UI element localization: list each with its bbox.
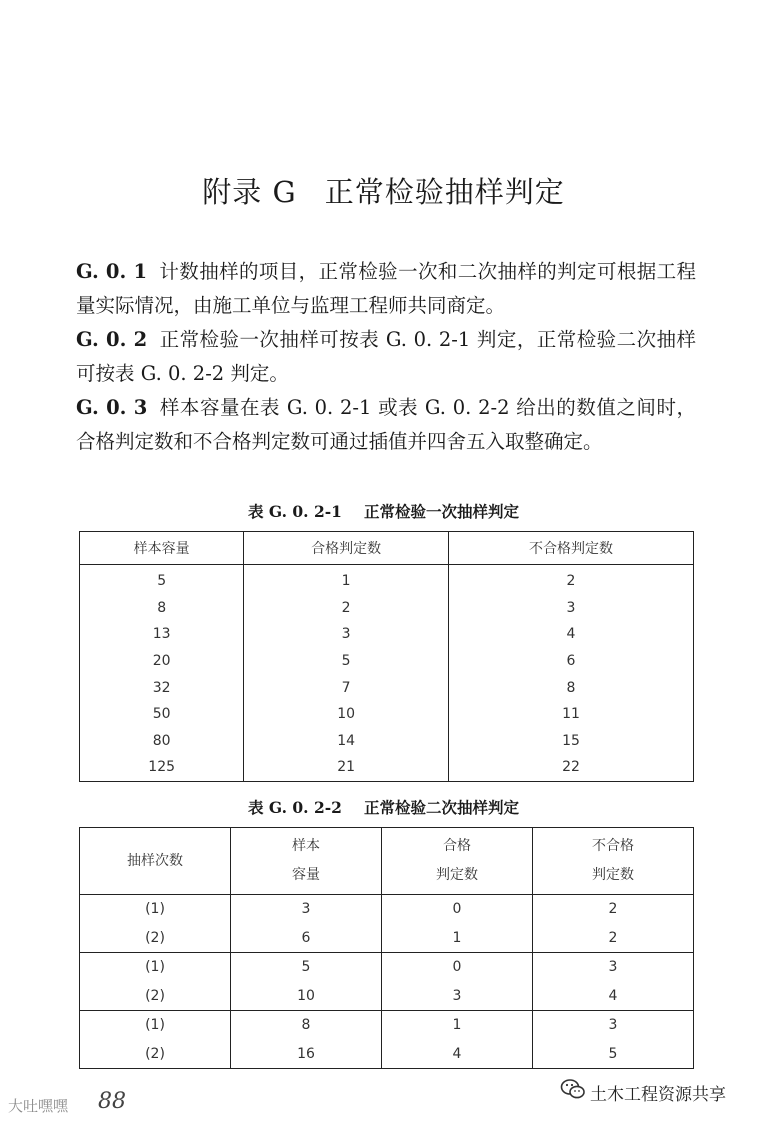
table-row (80, 728, 694, 755)
table-row (80, 1040, 694, 1069)
table-row (80, 674, 694, 701)
cell: 10 (231, 982, 382, 1011)
table2-caption-title: 正常检验二次抽样判定 (363, 798, 519, 817)
table-row (80, 648, 694, 675)
cell: 0 (382, 895, 533, 924)
cell: 50 (152, 706, 171, 723)
header-line: 不合格 (592, 838, 634, 854)
title-text: 正常检验抽样判定 (324, 175, 565, 209)
page-title (0, 170, 767, 211)
cell: (2) (145, 1045, 165, 1062)
clause-text: 样本容量在表 G. 0. 2-1 或表 G. 0. 2-2 给出的数值之间时，合格判定数和不合格判定数可通过插值并四舍五入取整确定。 (76, 396, 697, 453)
cell: 5 (231, 953, 382, 982)
table2-caption-number: 表 G. 0. 2-2 (248, 798, 342, 817)
header-rejection-number: 不合格判定数 (448, 532, 693, 565)
header-acceptance-number (382, 828, 533, 895)
header-line: 判定数 (436, 867, 478, 883)
cell: 2 (533, 924, 694, 953)
table-header-row (80, 532, 694, 565)
cell: 3 (533, 1011, 694, 1040)
header-sampling-stage (80, 828, 231, 895)
cell: 10 (244, 701, 449, 728)
cell: 5 (244, 648, 449, 675)
clause-text: 正常检验一次抽样可按表 G. 0. 2-1 判定，正常检验二次抽样可按表 G. 0. 2-2 判定。 (76, 328, 696, 385)
cell: 8 (231, 1011, 382, 1040)
clause-g-0-3 (76, 391, 696, 459)
clause-text: 计数抽样的项目，正常检验一次和二次抽样的判定可根据工程量实际情况，由施工单位与监理工程师共同商定。 (76, 260, 696, 317)
header-line: 抽样次数 (127, 852, 183, 869)
header-rejection-number (533, 828, 694, 895)
header-line: 容量 (292, 867, 320, 883)
watermark-left (8, 1095, 68, 1116)
cell: 2 (244, 595, 449, 622)
clause-number: G. 0. 1 (76, 260, 148, 283)
table2-caption (0, 796, 767, 818)
table-row (80, 895, 694, 924)
table-row (80, 595, 694, 622)
table1-caption-number: 表 G. 0. 2-1 (248, 502, 342, 521)
watermark-left-text: 大吐嘿嘿 (8, 1097, 69, 1115)
double-sampling-table (79, 827, 694, 1069)
table-header-row (80, 828, 694, 895)
table-row (80, 953, 694, 982)
cell: 14 (244, 728, 449, 755)
table-row (80, 754, 694, 781)
cell: 16 (231, 1040, 382, 1069)
cell: 0 (382, 953, 533, 982)
page-number: 88 (98, 1089, 126, 1114)
cell: 3 (533, 953, 694, 982)
cell: 1 (382, 1011, 533, 1040)
header-line: 合格 (443, 838, 471, 854)
header-sample-size (231, 828, 382, 895)
cell: (1) (145, 1017, 165, 1034)
cell: 4 (382, 1040, 533, 1069)
cell: 3 (231, 895, 382, 924)
title-appendix: 附录 G (202, 175, 297, 209)
cell: 80 (152, 732, 171, 749)
cell: 2 (533, 895, 694, 924)
cell: (1) (145, 959, 165, 976)
cell: 8 (448, 674, 693, 701)
cell: 21 (244, 754, 449, 781)
watermark-right: 土木工程资源共享 (590, 1085, 726, 1105)
cell: 13 (152, 626, 171, 643)
cell: 3 (382, 982, 533, 1011)
header-line: 判定数 (592, 867, 634, 883)
cell: 22 (448, 754, 693, 781)
cell: 1 (382, 924, 533, 953)
cell: 3 (244, 621, 449, 648)
header-acceptance-number: 合格判定数 (244, 532, 449, 565)
table-row (80, 701, 694, 728)
table-row (80, 621, 694, 648)
cell: 4 (448, 621, 693, 648)
table1-caption-title: 正常检验一次抽样判定 (363, 502, 519, 521)
cell: 125 (148, 759, 176, 776)
table-row (80, 924, 694, 953)
table-row (80, 982, 694, 1011)
cell: 1 (244, 565, 449, 595)
cell: 6 (448, 648, 693, 675)
cell: 7 (244, 674, 449, 701)
cell: 15 (448, 728, 693, 755)
cell: 5 (157, 573, 167, 590)
table1-caption (0, 500, 767, 522)
cell: 5 (533, 1040, 694, 1069)
cell: 4 (533, 982, 694, 1011)
clause-g-0-1 (76, 255, 696, 323)
cell: 2 (448, 565, 693, 595)
cell: 11 (448, 701, 693, 728)
header-line: 样本 (292, 838, 320, 854)
cell: 32 (152, 679, 171, 696)
cell: (2) (80, 924, 231, 953)
cell: 20 (152, 653, 171, 670)
table-row (80, 565, 694, 595)
cell: 8 (157, 599, 167, 616)
cell: 6 (231, 924, 382, 953)
cell: 3 (448, 595, 693, 622)
header-sample-size: 样本容量 (80, 532, 244, 565)
clause-number: G. 0. 3 (76, 396, 148, 419)
clause-number: G. 0. 2 (76, 328, 148, 351)
single-sampling-table (79, 531, 694, 782)
table-row (80, 1011, 694, 1040)
cell: (2) (80, 982, 231, 1011)
wechat-icon (560, 1078, 586, 1100)
clause-g-0-2 (76, 323, 696, 391)
cell: (1) (145, 901, 165, 918)
